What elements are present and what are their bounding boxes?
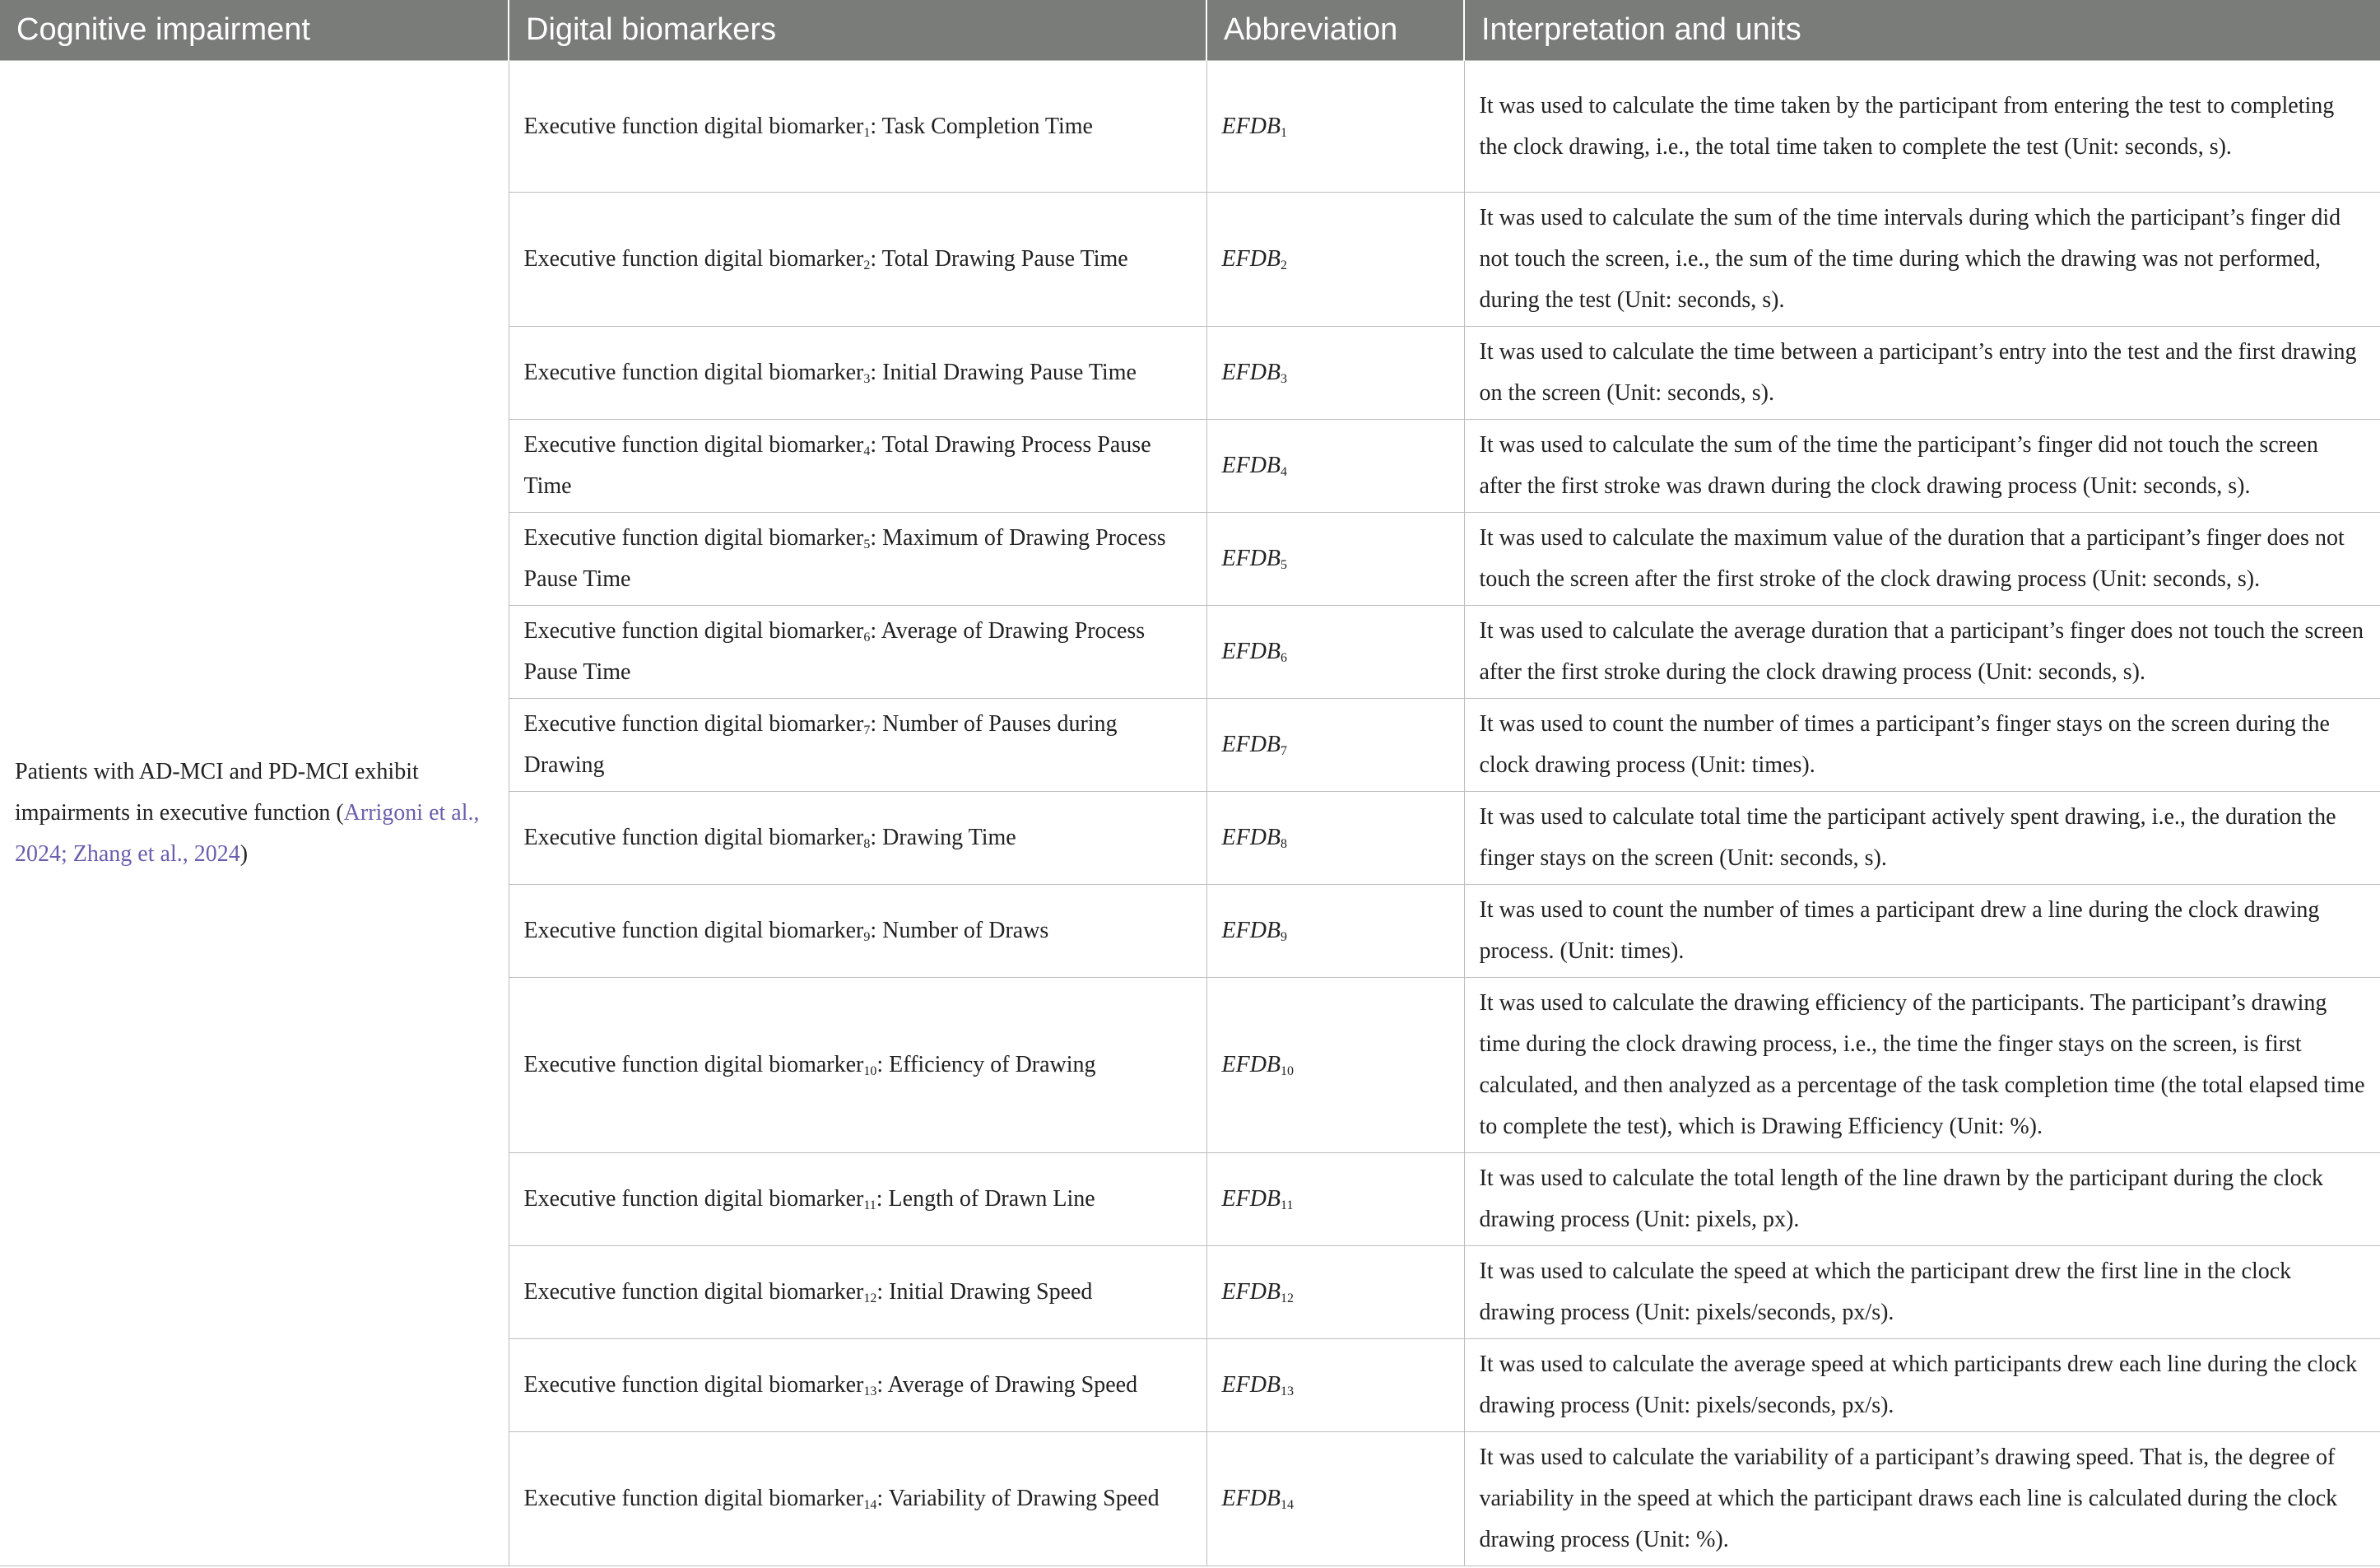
interpretation: It was used to calculate the average speed at which participants drew each line during the clock drawing process (Unit: pixels/seconds, px/s).	[1464, 1339, 2380, 1432]
biomarker-name: Executive function digital biomarker$_5$: Maximum of Drawing Process Pause Time	[509, 513, 1206, 606]
header-abbreviation: Abbreviation	[1206, 0, 1464, 61]
interpretation: It was used to calculate the speed at which the participant drew the first line in the clock drawing process (Unit: pixels/seconds, px/s).	[1464, 1246, 2380, 1339]
abbreviation: $EFDB_7$	[1206, 699, 1464, 792]
abbreviation: $EFDB_{13}$	[1206, 1339, 1464, 1432]
citation-link[interactable]: Arrigoni et al., 2024; Zhang et al., 2024	[15, 800, 480, 867]
abbreviation: $EFDB_3$	[1206, 327, 1464, 420]
interpretation: It was used to count the number of times a participant drew a line during the clock drawing process. (Unit: times).	[1464, 885, 2380, 978]
abbreviation: $EFDB_{11}$	[1206, 1153, 1464, 1246]
biomarker-name: Executive function digital biomarker$_{12}$: Initial Drawing Speed	[509, 1246, 1206, 1339]
interpretation: It was used to calculate total time the participant actively spent drawing, i.e., the duration the finger stays on the screen (Unit: seconds, s).	[1464, 792, 2380, 885]
interpretation: It was used to calculate the sum of the time intervals during which the participant’s finger did not touch the screen, i.e., the sum of the time during which the drawing was not performed, during the test (Unit: seconds, s).	[1464, 193, 2380, 327]
biomarker-name: Executive function digital biomarker$_{11}$: Length of Drawn Line	[509, 1153, 1206, 1246]
category-text-end: )	[239, 841, 249, 867]
interpretation: It was used to calculate the time between a participant’s entry into the test and the first drawing on the screen (Unit: seconds, s).	[1464, 327, 2380, 420]
biomarker-name: Executive function digital biomarker$_2$: Total Drawing Pause Time	[509, 193, 1206, 327]
interpretation: It was used to calculate the variability of a participant’s drawing speed. That is, the degree of variability in the speed at which the participant draws each line is calculated during the clock drawing process (Unit: %).	[1464, 1432, 2380, 1566]
biomarker-name: Executive function digital biomarker$_3$: Initial Drawing Pause Time	[509, 327, 1206, 420]
biomarker-name: Executive function digital biomarker$_4$: Total Drawing Process Pause Time	[509, 420, 1206, 513]
header-interpretation: Interpretation and units	[1464, 0, 2380, 61]
biomarker-name: Executive function digital biomarker$_9$: Number of Draws	[509, 885, 1206, 978]
biomarker-name: Executive function digital biomarker$_{13}$: Average of Drawing Speed	[509, 1339, 1206, 1432]
abbreviation: $EFDB_1$	[1206, 61, 1464, 193]
interpretation: It was used to count the number of times a participant’s finger stays on the screen during the clock drawing process (Unit: times).	[1464, 699, 2380, 792]
abbreviation: $EFDB_{12}$	[1206, 1246, 1464, 1339]
interpretation: It was used to calculate the time taken by the participant from entering the test to completing the clock drawing, i.e., the total time taken to complete the test (Unit: seconds, s).	[1464, 61, 2380, 193]
category-cell	[0, 61, 509, 1566]
category-text: Patients with AD-MCI and PD-MCI exhibit impairments in executive function (	[15, 759, 419, 826]
header-cognitive-impairment: Cognitive impairment	[0, 0, 509, 61]
interpretation: It was used to calculate the maximum value of the duration that a participant’s finger does not touch the screen after the first stroke of the clock drawing process (Unit: seconds, s).	[1464, 513, 2380, 606]
abbreviation: $EFDB_4$	[1206, 420, 1464, 513]
interpretation: It was used to calculate the average duration that a participant’s finger does not touch the screen after the first stroke during the clock drawing process (Unit: seconds, s).	[1464, 606, 2380, 699]
abbreviation: $EFDB_{14}$	[1206, 1432, 1464, 1566]
biomarker-name: Executive function digital biomarker$_{10}$: Efficiency of Drawing	[509, 978, 1206, 1153]
biomarker-name: Executive function digital biomarker$_8$: Drawing Time	[509, 792, 1206, 885]
interpretation: It was used to calculate the drawing efficiency of the participants. The participant’s drawing time during the clock drawing process, i.e., the time the finger stays on the screen, is first calculated, and then analyzed as a percentage of the task completion time (the total elapsed time to complete the test), which is Drawing Efficiency (Unit: %).	[1464, 978, 2380, 1153]
abbreviation: $EFDB_5$	[1206, 513, 1464, 606]
biomarker-name: Executive function digital biomarker$_{14}$: Variability of Drawing Speed	[509, 1432, 1206, 1566]
biomarker-name: Executive function digital biomarker$_6$: Average of Drawing Process Pause Time	[509, 606, 1206, 699]
header-digital-biomarkers: Digital biomarkers	[509, 0, 1206, 61]
biomarker-name: Executive function digital biomarker$_7$: Number of Pauses during Drawing	[509, 699, 1206, 792]
abbreviation: $EFDB_6$	[1206, 606, 1464, 699]
interpretation: It was used to calculate the total length of the line drawn by the participant during the clock drawing process (Unit: pixels, px).	[1464, 1153, 2380, 1246]
abbreviation: $EFDB_2$	[1206, 193, 1464, 327]
biomarker-name: Executive function digital biomarker$_1$: Task Completion Time	[509, 61, 1206, 193]
abbreviation: $EFDB_{10}$	[1206, 978, 1464, 1153]
table-row	[0, 61, 2380, 193]
abbreviation: $EFDB_8$	[1206, 792, 1464, 885]
abbreviation: $EFDB_9$	[1206, 885, 1464, 978]
header-row	[0, 0, 2380, 61]
interpretation: It was used to calculate the sum of the time the participant’s finger did not touch the screen after the first stroke was drawn during the clock drawing process (Unit: seconds, s).	[1464, 420, 2380, 513]
